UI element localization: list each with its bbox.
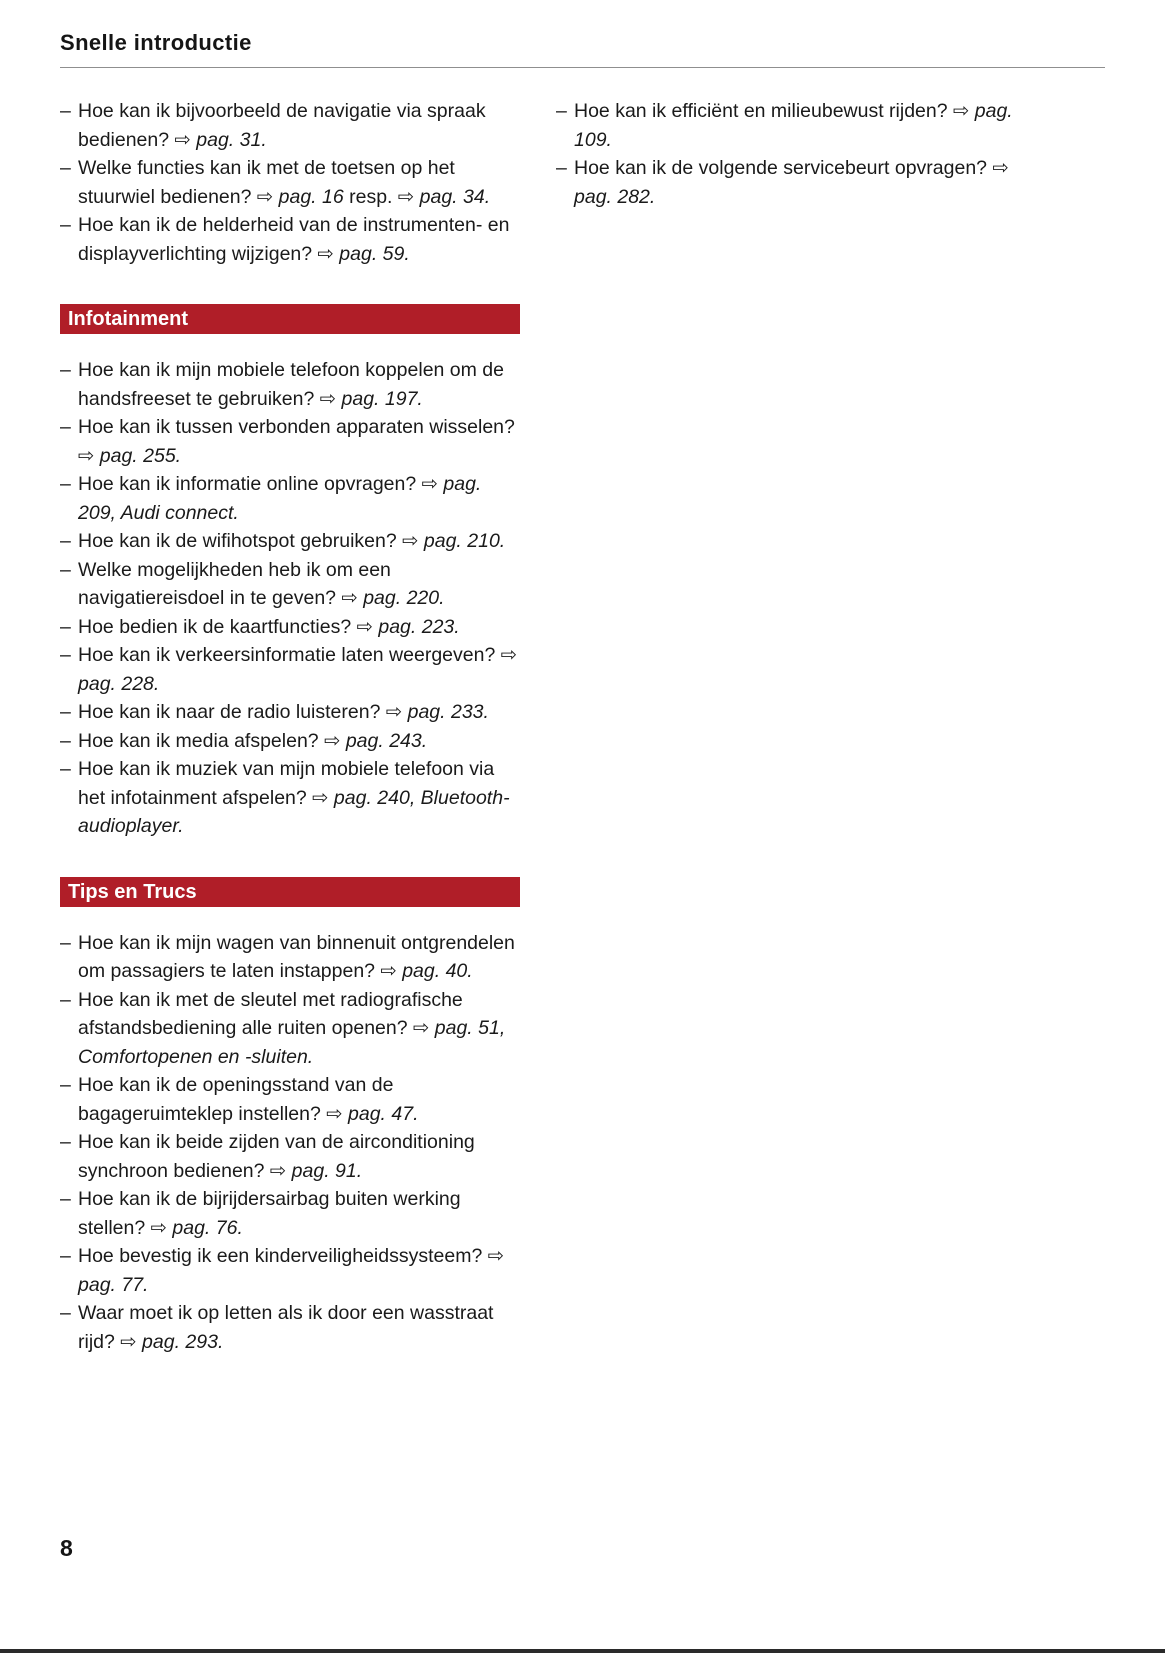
question-text: Hoe kan ik naar de radio luisteren? (78, 701, 386, 723)
page-header (60, 30, 1105, 68)
question-text: Hoe kan ik muziek van mijn mobiele telefoon via het infotainment afspelen? (78, 758, 495, 809)
list-item (60, 97, 520, 154)
dash-marker: – (60, 473, 71, 495)
list-item (556, 154, 1016, 211)
page-reference: ⇨ pag. 282. (574, 157, 1009, 208)
page-reference: ⇨ pag. 34. (397, 185, 491, 208)
list-item (60, 356, 520, 413)
dash-marker: – (60, 1188, 71, 1210)
list-item (60, 929, 520, 986)
list-item (60, 1071, 520, 1128)
question-list (556, 97, 1016, 211)
page-reference: ⇨ pag. 220. (341, 587, 445, 609)
page-reference: ⇨ pag. 59. (317, 242, 410, 265)
page-reference: ⇨ pag. 209, Audi connect. (78, 473, 482, 524)
page-reference: ⇨ pag. 233. (385, 701, 489, 723)
list-item (60, 413, 520, 470)
page-reference: ⇨ pag. 40. (380, 960, 473, 982)
dash-marker: – (556, 157, 567, 179)
dash-marker: – (556, 100, 567, 122)
list-item (60, 1299, 520, 1356)
question-text: Hoe kan ik efficiënt en milieubewust rijden? (574, 100, 954, 122)
dash-marker: – (60, 701, 71, 723)
page-number: 8 (60, 1535, 73, 1561)
page-reference: ⇨ pag. 51, Comfortopenen en -sluiten. (78, 1017, 506, 1068)
page-reference: ⇨ pag. 197. (319, 387, 423, 410)
page-reference: ⇨ pag. 223. (356, 615, 460, 638)
page-reference: ⇨ pag. 293. (120, 1330, 224, 1353)
list-item (60, 727, 520, 756)
list-item (60, 211, 520, 268)
page-bottom-edge (0, 1649, 1165, 1653)
page-reference: ⇨ pag. 228. (78, 644, 518, 695)
dash-marker: – (60, 157, 71, 179)
dash-marker: – (60, 558, 71, 581)
question-text: Hoe kan ik informatie online opvragen? (78, 473, 422, 495)
page-title: Snelle introductie (60, 30, 252, 55)
list-item (60, 613, 520, 642)
right-column (556, 97, 1016, 1356)
section-heading: Infotainment (60, 304, 520, 334)
question-text: Hoe kan ik de helderheid van de instrumenten- en displayverlichting wijzigen? (78, 214, 510, 265)
question-text: Hoe kan ik met de sleutel met radiografische afstandsbediening alle ruiten openen? (78, 988, 463, 1039)
dash-marker: – (60, 1074, 71, 1096)
page-reference: ⇨ pag. 47. (326, 1102, 419, 1125)
dash-marker: – (60, 931, 71, 954)
list-item (60, 1128, 520, 1185)
question-text: Hoe kan ik mijn mobiele telefoon koppelen om de handsfreeset te gebruiken? (78, 359, 505, 410)
page-reference: ⇨ pag. 16 (256, 185, 344, 208)
question-text: Hoe kan ik tussen verbonden apparaten wisselen? (78, 416, 515, 438)
list-item (60, 556, 520, 613)
content (60, 97, 1105, 1356)
dash-marker: – (60, 988, 71, 1011)
header-rule (60, 67, 1105, 68)
page-reference: ⇨ pag. 243. (324, 729, 428, 752)
page-reference: ⇨ pag. 240, Bluetooth-audioplayer. (78, 786, 510, 837)
question-text: Hoe kan ik verkeersinformatie laten weergeven? (78, 644, 501, 666)
question-list (60, 356, 520, 841)
question-list (60, 929, 520, 1357)
dash-marker: – (60, 1302, 71, 1324)
dash-marker: – (60, 758, 71, 780)
page-reference: ⇨ pag. 77. (78, 1245, 505, 1296)
question-text: Waar moet ik op letten als ik door een wasstraat rijd? (78, 1302, 494, 1353)
question-text: Hoe kan ik beide zijden van de airconditioning synchroon bedienen? (78, 1131, 475, 1182)
dash-marker: – (60, 359, 71, 381)
dash-marker: – (60, 214, 71, 236)
list-item (60, 986, 520, 1072)
list-item (60, 470, 520, 527)
page-reference: ⇨ pag. 91. (269, 1159, 363, 1182)
question-text: Hoe kan ik media afspelen? (78, 729, 325, 752)
question-text: Hoe kan ik de bijrijdersairbag buiten werking stellen? (78, 1188, 461, 1239)
dash-marker: – (60, 100, 71, 122)
dash-marker: – (60, 530, 71, 552)
question-text: Hoe bevestig ik een kinderveiligheidssysteem? (78, 1245, 488, 1267)
page-reference: ⇨ pag. 76. (150, 1216, 243, 1239)
list-item (556, 97, 1016, 154)
dash-marker: – (60, 416, 71, 438)
list-item (60, 698, 520, 727)
page-reference: ⇨ pag. 109. (574, 100, 1013, 151)
question-text: Welke functies kan ik met de toetsen op het stuurwiel bedienen? (78, 157, 455, 208)
list-item (60, 154, 520, 211)
question-text: Hoe bedien ik de kaartfuncties? (78, 615, 357, 638)
dash-marker: – (60, 615, 71, 638)
question-text: Hoe kan ik mijn wagen van binnenuit ontgrendelen om passagiers te laten instappen? (78, 931, 515, 982)
section-heading: Tips en Trucs (60, 877, 520, 907)
question-list (60, 97, 520, 268)
question-text: Welke mogelijkheden heb ik om een navigatiereisdoel in te geven? (78, 558, 391, 609)
question-text: Hoe kan ik de wifihotspot gebruiken? (78, 530, 403, 552)
list-item (60, 641, 520, 698)
list-item (60, 1185, 520, 1242)
list-item (60, 1242, 520, 1299)
list-item (60, 755, 520, 841)
page-reference: ⇨ pag. 210. (402, 530, 506, 552)
question-text: resp. (343, 185, 398, 208)
dash-marker: – (60, 1131, 71, 1153)
question-text: Hoe kan ik bijvoorbeeld de navigatie via spraak bedienen? (78, 100, 486, 151)
list-item (60, 527, 520, 556)
question-text: Hoe kan ik de volgende servicebeurt opvragen? (574, 157, 993, 179)
question-text: Hoe kan ik de openingsstand van de bagageruimteklep instellen? (78, 1074, 394, 1125)
dash-marker: – (60, 1245, 71, 1267)
left-column (60, 97, 520, 1356)
page-reference: ⇨ pag. 255. (78, 444, 182, 467)
dash-marker: – (60, 729, 71, 752)
page-reference: ⇨ pag. 31. (174, 128, 267, 151)
dash-marker: – (60, 644, 71, 666)
